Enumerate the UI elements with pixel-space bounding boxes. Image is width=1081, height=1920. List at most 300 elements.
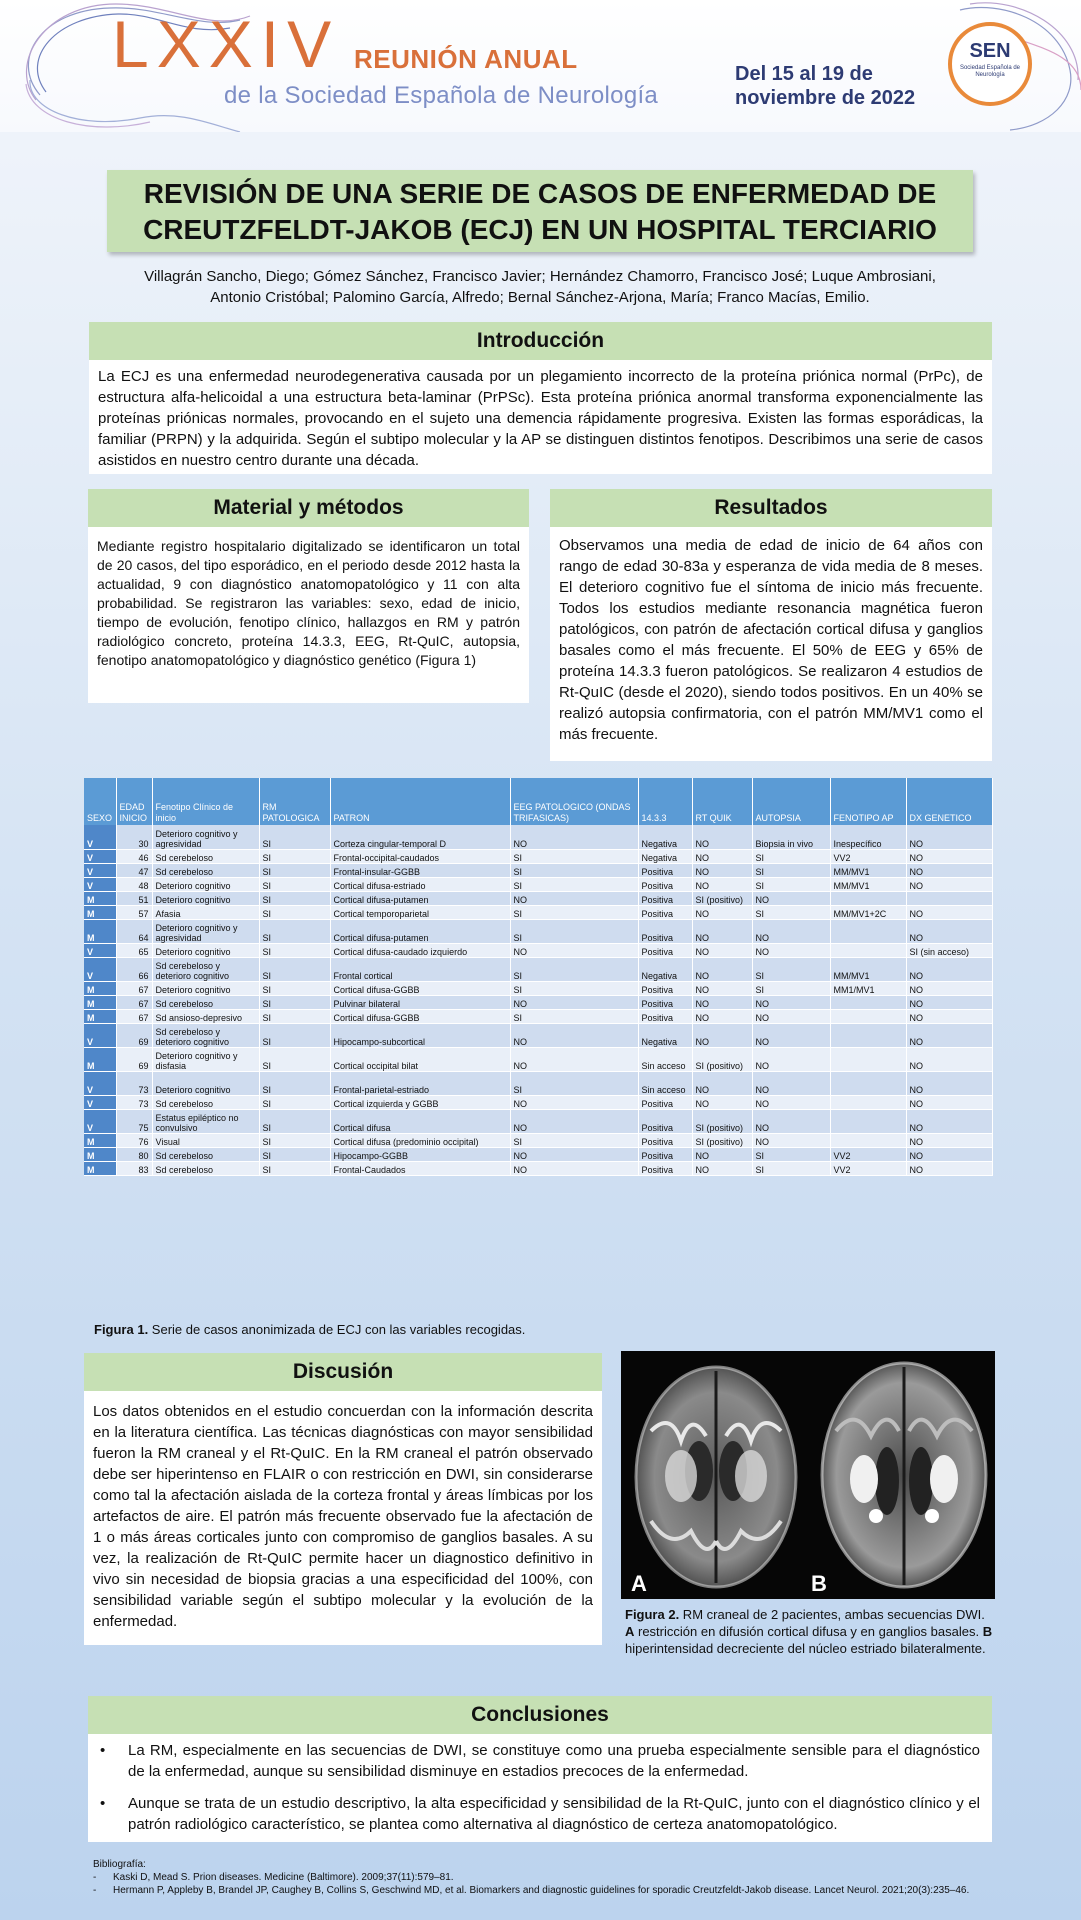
table-cell: SI — [510, 1071, 638, 1095]
table-cell: SI — [510, 919, 638, 943]
conclusions-list — [88, 1734, 992, 1835]
table-cell: SI — [259, 1071, 330, 1095]
table-cell: NO — [692, 957, 752, 981]
table-row — [84, 905, 992, 919]
table-cell: SI — [752, 863, 830, 877]
table-row — [84, 825, 992, 849]
table-cell: Positiva — [638, 1161, 692, 1175]
table-cell: Negativa — [638, 849, 692, 863]
meeting-title: REUNIÓN ANUAL — [354, 44, 578, 74]
reference-item: - Kaski D, Mead S. Prion diseases. Medicine (Baltimore). 2009;37(11):579–81. — [93, 1872, 454, 1883]
table-cell: SI (positivo) — [692, 1047, 752, 1071]
figure-2-caption — [625, 1606, 995, 1657]
table-cell — [830, 1109, 906, 1133]
authors-line-1: Villagrán Sancho, Diego; Gómez Sánchez, Francisco Javier; Hernández Chamorro, Francisco José; Luque Ambrosiani, — [144, 268, 936, 285]
table-cell: NO — [906, 957, 992, 981]
table-cell: Negativa — [638, 957, 692, 981]
table-cell: NO — [510, 1095, 638, 1109]
table-row — [84, 1147, 992, 1161]
table-cell — [830, 1009, 906, 1023]
table-cell: 30 — [116, 825, 152, 849]
table-cell: NO — [692, 995, 752, 1009]
table-cell: MM/MV1 — [830, 877, 906, 891]
table-cell: NO — [906, 905, 992, 919]
table-column-header: RM PATOLOGICA — [259, 778, 330, 825]
table-cell: NO — [752, 995, 830, 1009]
methods-heading: Material y métodos — [88, 489, 529, 527]
table-cell: NO — [510, 1023, 638, 1047]
table-cell: SI — [259, 1147, 330, 1161]
table-cell: NO — [692, 849, 752, 863]
table-cell: Sin acceso — [638, 1047, 692, 1071]
table-cell: 69 — [116, 1047, 152, 1071]
table-cell: NO — [906, 1009, 992, 1023]
table-column-header: EDAD INICIO — [116, 778, 152, 825]
table-cell: NO — [752, 1095, 830, 1109]
table-cell: SI — [752, 905, 830, 919]
scan-label-b: B — [811, 1571, 827, 1596]
table-row — [84, 1133, 992, 1147]
table-cell: Frontal-Caudados — [330, 1161, 510, 1175]
table-cell: NO — [692, 863, 752, 877]
table-cell: 46 — [116, 849, 152, 863]
table-cell: NO — [510, 943, 638, 957]
table-cell: 67 — [116, 995, 152, 1009]
table-cell: Positiva — [638, 995, 692, 1009]
congress-number: LXXIV — [112, 7, 340, 81]
table-cell: NO — [692, 1161, 752, 1175]
table-cell: Pulvinar bilateral — [330, 995, 510, 1009]
table-cell: NO — [906, 825, 992, 849]
table-cell: Deterioro cognitivo y agresividad — [152, 825, 259, 849]
bullet-icon: • — [100, 1742, 106, 1759]
table-cell: NO — [510, 1161, 638, 1175]
table-cell: SI — [510, 981, 638, 995]
table-column-header: EEG PATOLOGICO (ONDAS TRIFASICAS) — [510, 778, 638, 825]
table-cell: SI (positivo) — [692, 891, 752, 905]
table-column-header: PATRON — [330, 778, 510, 825]
table-cell: NO — [752, 943, 830, 957]
table-cell: SI — [259, 957, 330, 981]
table-cell: V — [84, 1023, 116, 1047]
table-cell: NO — [510, 1047, 638, 1071]
table-cell — [830, 1095, 906, 1109]
table-cell: 75 — [116, 1109, 152, 1133]
table-cell: VV2 — [830, 1161, 906, 1175]
table-cell: 51 — [116, 891, 152, 905]
table-cell — [906, 891, 992, 905]
table-cell: 76 — [116, 1133, 152, 1147]
table-cell: NO — [906, 1047, 992, 1071]
table-cell: Hipocampo-subcortical — [330, 1023, 510, 1047]
table-cell: Negativa — [638, 1023, 692, 1047]
table-row — [84, 849, 992, 863]
table-row — [84, 919, 992, 943]
table-column-header: AUTOPSIA — [752, 778, 830, 825]
table-cell: M — [84, 1009, 116, 1023]
table-cell: Positiva — [638, 1095, 692, 1109]
table-cell: Positiva — [638, 1009, 692, 1023]
meeting-dates — [735, 62, 935, 110]
table-cell: NO — [692, 1147, 752, 1161]
table-cell: VV2 — [830, 849, 906, 863]
table-column-header: 14.3.3 — [638, 778, 692, 825]
table-cell: SI — [259, 825, 330, 849]
figure-1-label: Figura 1. — [94, 1322, 149, 1337]
table-cell: 64 — [116, 919, 152, 943]
table-cell: V — [84, 957, 116, 981]
table-cell: Hipocampo-GGBB — [330, 1147, 510, 1161]
table-cell: SI — [510, 877, 638, 891]
table-cell: V — [84, 1095, 116, 1109]
table-cell: NO — [906, 1161, 992, 1175]
table-cell: Positiva — [638, 1109, 692, 1133]
table-cell: SI — [259, 1023, 330, 1047]
table-cell: V — [84, 1071, 116, 1095]
table-cell: SI — [259, 849, 330, 863]
methods-text: Mediante registro hospitalario digitalizado se identificaron un total de 20 casos, del tipo esporádico, en el periodo desde 2012 hasta la actualidad, 9 con diagnóstico anatomopatológico y 11 con alta probabilidad. Se registraron las variables: sexo, edad de inicio, tiempo de evolución, fenotipo clínico, hallazgos en RM y patrón radiológico concreto, proteína 14.3.3, EEG, Rt-QuIC, autopsia, fenotipo anatomopatológico y diagnóstico genético (Figura 1) — [97, 538, 520, 668]
table-cell: 67 — [116, 1009, 152, 1023]
table-row — [84, 981, 992, 995]
table-cell: NO — [692, 877, 752, 891]
table-cell: MM/MV1+2C — [830, 905, 906, 919]
table-cell: M — [84, 995, 116, 1009]
table-cell: SI — [259, 1095, 330, 1109]
table-cell: NO — [510, 1147, 638, 1161]
table-cell: Cortical izquierda y GGBB — [330, 1095, 510, 1109]
discussion-heading: Discusión — [84, 1353, 602, 1391]
table-cell: Positiva — [638, 1147, 692, 1161]
bullet-icon: • — [100, 1795, 106, 1812]
table-cell: Deterioro cognitivo y agresividad — [152, 919, 259, 943]
results-text: Observamos una media de edad de inicio de 64 años con rango de edad 30-83a y esperanza de vida media de 8 meses. El deterioro cognitivo fue el síntoma de inicio más frecuente. Todos los estudios mediante resonancia magnética fueron patológicos, con patrón de afectación cortical difusa y ganglios basales como el más frecuente. El 50% de EEG y 65% de proteína 14.3.3 fueron patológicos. Se realizaron 4 estudios de Rt-QuIC (desde el 2020), siendo todos positivos. En un 40% se realizó autopsia confirmatoria, con el patrón MM/MV1 como el más frecuente. — [559, 537, 983, 743]
table-body — [84, 825, 992, 1175]
table-cell: SI — [259, 1109, 330, 1133]
table-cell: Positiva — [638, 877, 692, 891]
authors-line-2: Antonio Cristóbal; Palomino García, Alfredo; Bernal Sánchez-Arjona, María; Franco Macías, Emilio. — [210, 289, 870, 306]
table-row — [84, 863, 992, 877]
table-cell: NO — [510, 1109, 638, 1133]
table-column-header: FENOTIPO AP — [830, 778, 906, 825]
table-cell: M — [84, 981, 116, 995]
table-row — [84, 1109, 992, 1133]
table-cell: Frontal-occipital-caudados — [330, 849, 510, 863]
figure-2-a-text: restricción en difusión cortical difusa y en ganglios basales. — [634, 1624, 980, 1639]
table-cell: SI (positivo) — [692, 1133, 752, 1147]
introduction-heading: Introducción — [89, 322, 992, 360]
table-cell: Sd cerebeloso — [152, 995, 259, 1009]
table-cell: Cortical difusa-estriado — [330, 877, 510, 891]
table-cell: Cortical difusa-GGBB — [330, 981, 510, 995]
reference-text: Kaski D, Mead S. Prion diseases. Medicine (Baltimore). 2009;37(11):579–81. — [113, 1872, 454, 1883]
table-cell: NO — [906, 1071, 992, 1095]
sen-logo — [948, 22, 1032, 106]
table-cell: Positiva — [638, 981, 692, 995]
table-cell: NO — [692, 825, 752, 849]
table-cell: Cortical difusa-GGBB — [330, 1009, 510, 1023]
header-banner — [0, 0, 1081, 132]
table-cell: Positiva — [638, 891, 692, 905]
table-cell: NO — [692, 943, 752, 957]
discussion-section — [84, 1353, 602, 1645]
table-cell: SI (sin acceso) — [906, 943, 992, 957]
table-cell: Positiva — [638, 943, 692, 957]
table-cell — [830, 1023, 906, 1047]
table-row — [84, 1047, 992, 1071]
table-cell: Visual — [152, 1133, 259, 1147]
mri-scans-image — [621, 1351, 995, 1599]
table-cell: M — [84, 1161, 116, 1175]
table-cell: SI — [259, 905, 330, 919]
table-cell: SI — [510, 849, 638, 863]
table-cell: NO — [906, 1147, 992, 1161]
table-row — [84, 957, 992, 981]
figure-1-caption — [94, 1322, 525, 1337]
table-cell: Sd cerebeloso y deterioro cognitivo — [152, 957, 259, 981]
table-cell: NO — [906, 995, 992, 1009]
table-cell: Biopsia in vivo — [752, 825, 830, 849]
table-cell: SI — [259, 981, 330, 995]
table-cell: Sd ansioso-depresivo — [152, 1009, 259, 1023]
table-cell: Inespecífico — [830, 825, 906, 849]
table-row — [84, 1023, 992, 1047]
table-cell: SI — [259, 1161, 330, 1175]
table-cell: NO — [906, 1133, 992, 1147]
table-cell: NO — [906, 1095, 992, 1109]
table-cell: 57 — [116, 905, 152, 919]
figure-2-b-label: B — [982, 1624, 993, 1639]
table-cell: 67 — [116, 981, 152, 995]
table-row — [84, 1009, 992, 1023]
table-cell: SI — [752, 877, 830, 891]
table-cell: 73 — [116, 1095, 152, 1109]
table-cell: M — [84, 919, 116, 943]
table-cell: NO — [692, 1095, 752, 1109]
table-cell: NO — [510, 891, 638, 905]
title-line-1: REVISIÓN DE UNA SERIE DE CASOS DE ENFERMEDAD DE — [143, 178, 937, 209]
table-cell: Positiva — [638, 1133, 692, 1147]
table-cell: NO — [752, 1133, 830, 1147]
table-cell: 65 — [116, 943, 152, 957]
table-cell: Deterioro cognitivo y disfasia — [152, 1047, 259, 1071]
authors — [110, 266, 970, 308]
table-cell: 69 — [116, 1023, 152, 1047]
table-cell: Cortical occipital bilat — [330, 1047, 510, 1071]
table-cell: NO — [752, 919, 830, 943]
table-cell: SI — [752, 1147, 830, 1161]
table-cell: 47 — [116, 863, 152, 877]
conclusions-heading: Conclusiones — [88, 1696, 992, 1734]
table-cell: V — [84, 825, 116, 849]
table-cell: SI — [510, 957, 638, 981]
table-cell — [830, 919, 906, 943]
table-cell: M — [84, 1147, 116, 1161]
figure-2-text: RM craneal de 2 pacientes, ambas secuencias DWI. — [679, 1607, 985, 1622]
table-cell: NO — [906, 849, 992, 863]
table-cell: Frontal-insular-GGBB — [330, 863, 510, 877]
table-cell: SI — [259, 891, 330, 905]
sen-logo-subtext: Sociedad Española de Neurología — [959, 65, 1021, 78]
bibliography — [93, 1858, 993, 1897]
table-column-header: DX GENETICO — [906, 778, 992, 825]
methods-section — [88, 489, 529, 703]
table-cell: VV2 — [830, 1147, 906, 1161]
table-cell: NO — [692, 919, 752, 943]
table-cell: Sd cerebeloso — [152, 863, 259, 877]
table-cell: Frontal cortical — [330, 957, 510, 981]
table-cell: Negativa — [638, 825, 692, 849]
table-cell: Cortical difusa-caudado izquierdo — [330, 943, 510, 957]
table-cell: NO — [510, 825, 638, 849]
table-cell: MM/MV1 — [830, 957, 906, 981]
table-cell: Sd cerebeloso y deterioro cognitivo — [152, 1023, 259, 1047]
table-cell: NO — [906, 981, 992, 995]
table-cell: NO — [752, 1047, 830, 1071]
table-cell: SI — [259, 863, 330, 877]
table-cell: SI — [259, 943, 330, 957]
title-line-2: CREUTZFELDT-JAKOB (ECJ) EN UN HOSPITAL TERCIARIO — [143, 214, 937, 245]
table-column-header: RT QUIK — [692, 778, 752, 825]
table-cell — [830, 1133, 906, 1147]
figure-2-label: Figura 2. — [625, 1607, 680, 1622]
table-cell: MM1/MV1 — [830, 981, 906, 995]
table-cell: SI — [510, 863, 638, 877]
table-cell: 48 — [116, 877, 152, 891]
conclusion-item — [100, 1740, 980, 1782]
sen-logo-text: SEN — [969, 40, 1011, 62]
table-cell: V — [84, 877, 116, 891]
table-cell: SI (positivo) — [692, 1109, 752, 1133]
table-cell: NO — [692, 905, 752, 919]
poster-title — [107, 170, 973, 252]
table-row — [84, 1095, 992, 1109]
scan-label-a: A — [631, 1571, 647, 1596]
table-cell: SI — [752, 1161, 830, 1175]
table-cell: Positiva — [638, 919, 692, 943]
table-cell: 66 — [116, 957, 152, 981]
table-cell: Corteza cingular-temporal D — [330, 825, 510, 849]
society-name: de la Sociedad Española de Neurología — [224, 82, 659, 109]
table-cell: NO — [752, 891, 830, 905]
table-cell: NO — [752, 1109, 830, 1133]
table-cell: NO — [752, 1071, 830, 1095]
table-cell: NO — [692, 981, 752, 995]
table-cell: 80 — [116, 1147, 152, 1161]
table-row — [84, 943, 992, 957]
table-cell: Deterioro cognitivo — [152, 943, 259, 957]
introduction-section — [89, 322, 992, 474]
table-cell: Sd cerebeloso — [152, 849, 259, 863]
table-row — [84, 995, 992, 1009]
table-cell: M — [84, 1047, 116, 1071]
table-cell: Deterioro cognitivo — [152, 1071, 259, 1095]
discussion-text: Los datos obtenidos en el estudio concuerdan con la información descrita en la literatura científica. Las técnicas diagnósticas con mayor sensibilidad fueron la RM craneal y el Rt-QuIC. En la RM craneal el patrón observado debe ser hiperintenso en FLAIR o con restricción en DWI, sin considerarse como tal la afectación aislada de la corteza frontal y áreas límbicas por los artefactos de aire. El patrón más frecuente observado fue la afectación de 1 o más áreas corticales junto con compromiso de ganglios basales. A su vez, la realización de Rt-QuIC permite hacer un diagnostico definitivo in vivo sin necesidad de biopsia gracias a una especificidad del 100%, con sensibilidad variable según el subtipo molecular y la evolución de la enfermedad. — [93, 1403, 593, 1630]
table-cell: Cortical difusa — [330, 1109, 510, 1133]
reference-text: Hermann P, Appleby B, Brandel JP, Caughey B, Collins S, Geschwind MD, et al. Biomarkers and diagnostic guidelines for sporadic Creutzfeldt-Jakob disease. Lancet Neurol. 2021;20(3):235–46. — [113, 1885, 970, 1896]
conclusions-section — [88, 1696, 992, 1842]
figure-2-b-text: hiperintensidad decreciente del núcleo estriado bilateralmente. — [625, 1641, 986, 1656]
table-cell: Afasia — [152, 905, 259, 919]
table-cell: 83 — [116, 1161, 152, 1175]
table-cell: Cortical difusa (predominio occipital) — [330, 1133, 510, 1147]
table-cell: Cortical difusa-putamen — [330, 891, 510, 905]
mri-figure — [621, 1351, 995, 1599]
table-cell: SI — [510, 1009, 638, 1023]
table-cell: SI — [259, 1133, 330, 1147]
table-cell — [830, 943, 906, 957]
table-row — [84, 891, 992, 905]
table-cell: Deterioro cognitivo — [152, 981, 259, 995]
results-section — [550, 489, 992, 761]
figure-1-text: Serie de casos anonimizada de ECJ con las variables recogidas. — [148, 1322, 526, 1337]
table-cell: NO — [510, 995, 638, 1009]
table-cell: MM/MV1 — [830, 863, 906, 877]
case-series-table — [84, 778, 993, 1176]
table-cell: NO — [906, 919, 992, 943]
table-cell: Cortical temporoparietal — [330, 905, 510, 919]
table-cell: NO — [906, 1023, 992, 1047]
results-heading: Resultados — [550, 489, 992, 527]
table-cell: Deterioro cognitivo — [152, 877, 259, 891]
table-cell — [830, 1071, 906, 1095]
table-cell: NO — [692, 1071, 752, 1095]
table-cell: Sd cerebeloso — [152, 1161, 259, 1175]
table-cell: NO — [906, 1109, 992, 1133]
table-cell: Sin acceso — [638, 1071, 692, 1095]
table-cell: SI — [259, 1047, 330, 1071]
table-cell: NO — [906, 877, 992, 891]
table-cell: Sd cerebeloso — [152, 1147, 259, 1161]
table-cell: NO — [752, 1023, 830, 1047]
table-cell — [830, 891, 906, 905]
table-cell: SI — [259, 919, 330, 943]
table-cell: Positiva — [638, 863, 692, 877]
table-cell: NO — [692, 1009, 752, 1023]
dates-line-2: noviembre de 2022 — [735, 87, 916, 109]
conclusion-text: Aunque se trata de un estudio descriptivo, la alta especificidad y sensibilidad de la Rt-QuIC, junto con el diagnóstico clínico y el patrón radiológico característico, se plantea como alternativa al diagnóstico de certeza anatomopatológico. — [128, 1795, 980, 1833]
table-cell: SI — [752, 957, 830, 981]
table-cell: 73 — [116, 1071, 152, 1095]
table-cell: Cortical difusa-putamen — [330, 919, 510, 943]
table-header-row — [84, 778, 992, 825]
table-cell: Positiva — [638, 905, 692, 919]
table-cell: V — [84, 849, 116, 863]
table-cell: V — [84, 863, 116, 877]
dates-line-1: Del 15 al 19 de — [735, 63, 873, 85]
table-cell: Frontal-parietal-estriado — [330, 1071, 510, 1095]
table-cell: SI — [510, 1133, 638, 1147]
table-cell: NO — [906, 863, 992, 877]
table-cell: Deterioro cognitivo — [152, 891, 259, 905]
table-column-header: SEXO — [84, 778, 116, 825]
table-cell: SI — [752, 849, 830, 863]
table-cell: NO — [752, 1009, 830, 1023]
conclusion-item — [100, 1793, 980, 1835]
reference-item: - Hermann P, Appleby B, Brandel JP, Caughey B, Collins S, Geschwind MD, et al. Biomarkers and diagnostic guidelines for sporadic Creutzfeldt-Jakob disease. Lancet Neurol. 2021;20(3):235–46. — [93, 1885, 970, 1896]
introduction-text: La ECJ es una enfermedad neurodegenerativa causada por un plegamiento incorrecto de la proteína priónica normal (PrPc), de estructura alfa-helicoidal a una estructura beta-laminar (PrPSc). Esta proteína priónica anormal transforma exponencialmente las proteínas priónicas normales, provocando en el sujeto una demencia rápidamente progresiva. Existen las formas esporádicas, la familiar (PRPN) y la adquirida. Según el subtipo molecular y la AP se distinguen distintos fenotipos. Describimos una serie de casos asistidos en nuestro centro durante una década. — [98, 368, 983, 469]
table-column-header: Fenotipo Clínico de inicio — [152, 778, 259, 825]
table-cell: M — [84, 1133, 116, 1147]
table-cell: M — [84, 891, 116, 905]
conclusion-text: La RM, especialmente en las secuencias de DWI, se constituye como una prueba especialmente sensible para el diagnóstico de la enfermedad, aunque su sensibilidad disminuye en estadios precoces de la enfermedad. — [128, 1742, 980, 1780]
table-cell: NO — [692, 1023, 752, 1047]
figure-2-a-label: A — [625, 1624, 635, 1639]
table-cell — [830, 995, 906, 1009]
table-cell: V — [84, 943, 116, 957]
table-cell — [830, 1047, 906, 1071]
table-row — [84, 877, 992, 891]
table-cell: SI — [259, 1009, 330, 1023]
